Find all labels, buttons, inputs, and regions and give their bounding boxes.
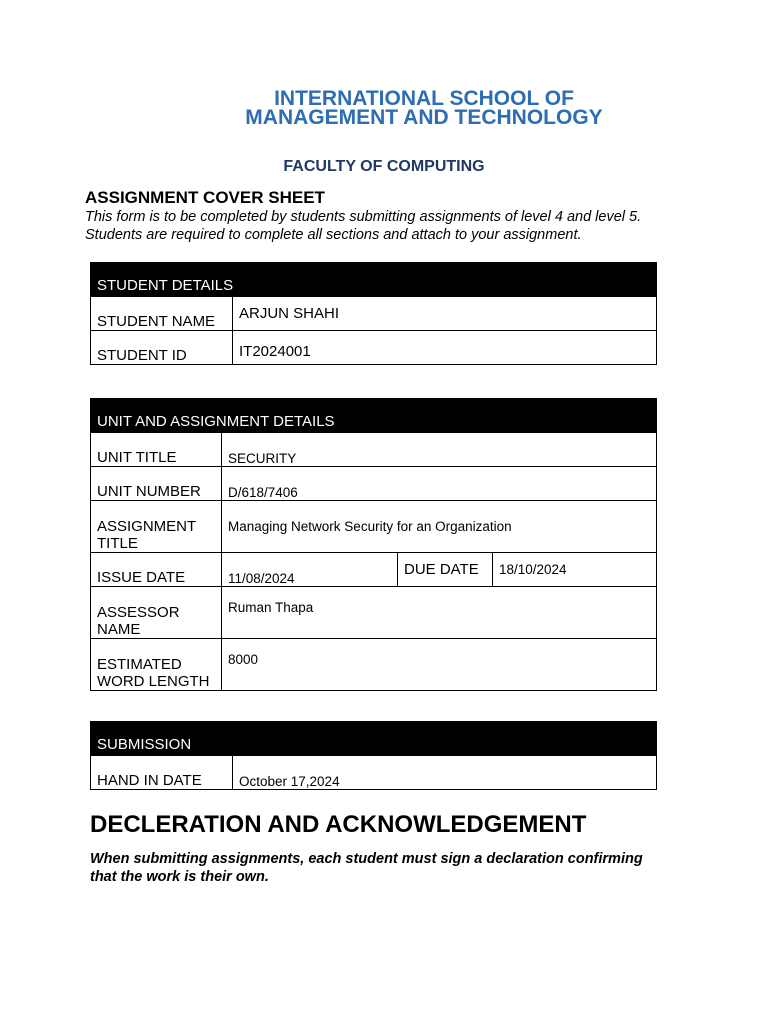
intro-text-line1: This form is to be completed by students submitting assignments of level 4 and level 5. [85,209,642,225]
issue-date-label: ISSUE DATE [91,553,222,587]
student-id-value: IT2024001 [233,331,657,365]
unit-number-value: D/618/7406 [222,467,657,501]
word-length-label-line1: ESTIMATED [97,656,182,673]
unit-title-value: SECURITY [222,433,657,467]
student-name-value: ARJUN SHAHI [233,297,657,331]
assessor-name-label-line2: NAME [97,621,141,638]
cover-sheet-title: ASSIGNMENT COVER SHEET [85,188,325,207]
school-name-line2: MANAGEMENT AND TECHNOLOGY [245,106,603,129]
assignment-title-value: Managing Network Security for an Organization [222,501,657,553]
unit-details-table [90,398,657,691]
school-name-line1: INTERNATIONAL SCHOOL OF [274,87,574,110]
unit-title-label: UNIT TITLE [91,433,222,467]
assignment-title-label [91,501,222,553]
word-length-label [91,639,222,691]
assessor-name-label [91,587,222,639]
faculty-title: FACULTY OF COMPUTING [283,158,485,175]
due-date-label: DUE DATE [398,553,493,587]
word-length-label-line2: WORD LENGTH [97,673,210,690]
due-date-value: 18/10/2024 [493,553,657,587]
hand-in-date-value: October 17,2024 [233,756,657,790]
assessor-name-value: Ruman Thapa [222,587,657,639]
declaration-text-line1: When submitting assignments, each student must sign a declaration confirming [90,851,643,867]
assessor-name-label-line1: ASSESSOR [97,604,180,621]
unit-number-label: UNIT NUMBER [91,467,222,501]
student-name-label: STUDENT NAME [91,297,233,331]
student-details-table [90,262,657,365]
assignment-title-label-line2: TITLE [97,535,138,552]
submission-header: SUBMISSION [91,722,657,756]
declaration-title: DECLERATION AND ACKNOWLEDGEMENT [90,811,587,838]
student-details-header: STUDENT DETAILS [91,263,657,297]
declaration-text-line2: that the work is their own. [90,869,269,885]
unit-details-header: UNIT AND ASSIGNMENT DETAILS [91,399,657,433]
submission-table [90,721,657,790]
hand-in-date-label: HAND IN DATE [91,756,233,790]
assignment-title-label-line1: ASSIGNMENT [97,518,197,535]
word-length-value: 8000 [222,639,657,691]
intro-text-line2: Students are required to complete all sections and attach to your assignment. [85,227,582,243]
issue-date-value: 11/08/2024 [222,553,398,587]
student-id-label: STUDENT ID [91,331,233,365]
